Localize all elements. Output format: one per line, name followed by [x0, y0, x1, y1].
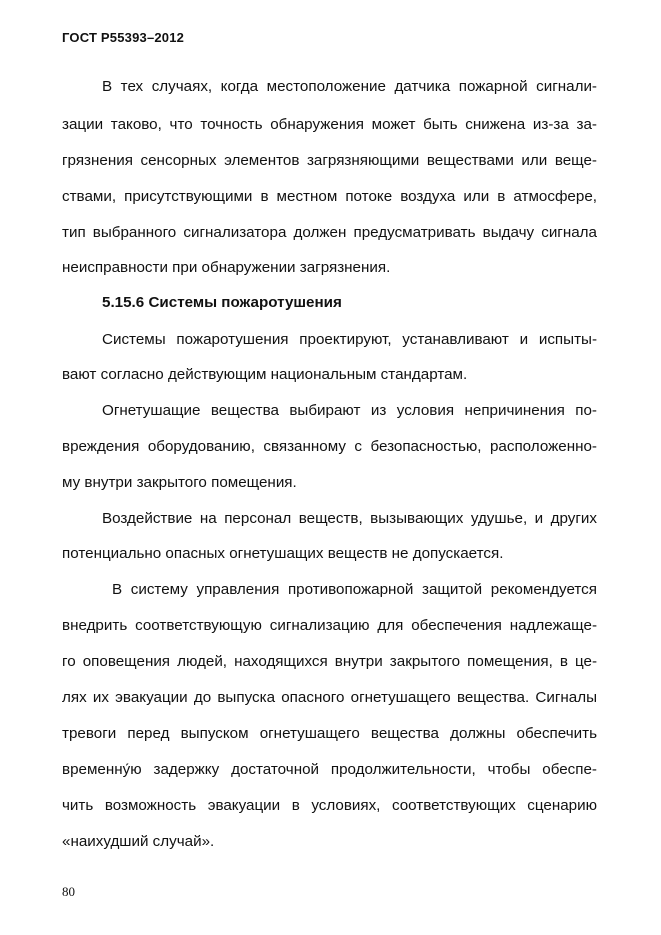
text-line: зации таково, что точность обнаружения может быть снижена из-за за-	[62, 116, 597, 133]
text-line: неисправности при обнаружении загрязнения.	[62, 259, 391, 276]
document-header: ГОСТ Р55393–2012	[62, 30, 185, 45]
text-line: Огнетушащие вещества выбирают из условия непричинения по-	[102, 402, 597, 419]
text-line: вают согласно действующим национальным стандартам.	[62, 366, 468, 383]
text-line: лях их эвакуации до выпуска опасного огнетушащего вещества. Сигналы	[62, 689, 597, 706]
text-line: В тех случаях, когда местоположение датчика пожарной сигнали-	[102, 78, 597, 95]
text-line: Воздействие на персонал веществ, вызывающих удушье, и других	[102, 510, 597, 527]
text-line: го оповещения людей, находящихся внутри закрытого помещения, в це-	[62, 653, 597, 670]
text-line: чить возможность эвакуации в условиях, соответствующих сценарию	[62, 797, 597, 814]
page-number: 80	[62, 884, 75, 899]
text-line: временну́ю задержку достаточной продолжительности, чтобы обеспе-	[62, 761, 597, 778]
text-line: внедрить соответствующую сигнализацию для обеспечения надлежаще-	[62, 617, 597, 634]
section-heading: 5.15.6 Системы пожаротушения	[102, 294, 342, 311]
text-line: тип выбранного сигнализатора должен предусматривать выдачу сигнала	[62, 224, 597, 241]
text-line: «наихудший случай».	[62, 833, 215, 850]
text-line: тревоги перед выпуском огнетушащего вещества должны обеспечить	[62, 725, 597, 742]
text-line: грязнения сенсорных элементов загрязняющими веществами или веще-	[62, 152, 597, 169]
text-line: вреждения оборудованию, связанному с безопасностью, расположенно-	[62, 438, 597, 455]
text-line: Системы пожаротушения проектируют, устанавливают и испыты-	[102, 331, 597, 348]
text-line: В систему управления противопожарной защитой рекомендуется	[112, 581, 597, 598]
text-line: му внутри закрытого помещения.	[62, 474, 297, 491]
text-line: потенциально опасных огнетушащих веществ не допускается.	[62, 545, 504, 562]
text-line: ствами, присутствующими в местном потоке воздуха или в атмосфере,	[62, 188, 597, 205]
